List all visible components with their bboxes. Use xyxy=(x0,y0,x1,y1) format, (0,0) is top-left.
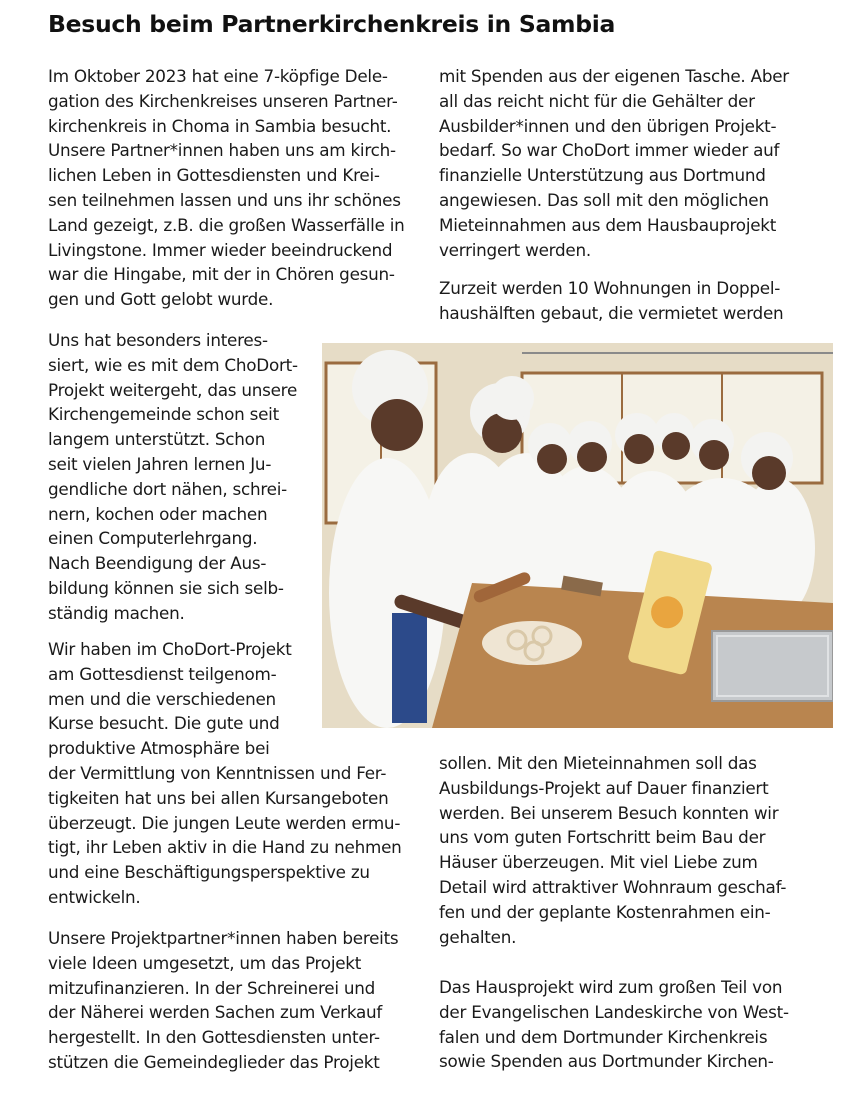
text-line: Kirchengemeinde schon seit xyxy=(48,404,279,425)
text-line: bedarf. So war ChoDort immer wieder auf xyxy=(439,140,780,161)
text-line: sen teilnehmen lassen und uns ihr schönes xyxy=(48,189,401,210)
text-line: produktive Atmosphäre bei xyxy=(48,738,270,759)
text-line: fen und der geplante Kostenrahmen ein- xyxy=(439,901,771,922)
text-line: am Gottesdienst teilgenom- xyxy=(48,663,277,684)
text-line: seit vielen Jahren lernen Ju- xyxy=(48,453,272,474)
text-line: mit Spenden aus der eigenen Tasche. Aber xyxy=(439,66,789,86)
text-line: Detail wird attraktiver Wohnraum geschaf- xyxy=(439,876,787,897)
left-paragraph-1 xyxy=(48,64,405,312)
right-paragraph-4 xyxy=(439,975,789,1074)
text-line: sollen. Mit den Mieteinnahmen soll das xyxy=(439,753,757,773)
article-title: Besuch beim Partnerkirchenkreis in Sambia xyxy=(48,10,616,38)
text-line: stützen die Gemeindeglieder das Projekt xyxy=(48,1051,380,1072)
text-line: lichen Leben in Gottesdiensten und Krei- xyxy=(48,165,380,186)
text-line: Zurzeit werden 10 Wohnungen in Doppel- xyxy=(439,278,781,298)
text-line: werden. Bei unserem Besuch konnten wir xyxy=(439,802,779,823)
text-line: gation des Kirchenkreises unseren Partner- xyxy=(48,90,398,111)
text-line: hergestellt. In den Gottesdiensten unter- xyxy=(48,1027,380,1048)
text-line: gendliche dort nähen, schrei- xyxy=(48,478,287,499)
text-line: Wir haben im ChoDort-Projekt xyxy=(48,639,292,659)
text-line: kirchenkreis in Choma in Sambia besucht. xyxy=(48,115,392,136)
right-paragraph-1 xyxy=(439,64,789,262)
text-line: mitzufinanzieren. In der Schreinerei und xyxy=(48,977,376,998)
text-line: tigkeiten hat uns bei allen Kursangeboten xyxy=(48,787,389,808)
text-line: war die Hingabe, mit der in Chören gesun- xyxy=(48,264,395,285)
text-line: Livingstone. Immer wieder beeindruckend xyxy=(48,239,393,260)
text-line: einen Computerlehrgang. xyxy=(48,528,258,549)
text-line: Kurse besucht. Die gute und xyxy=(48,713,280,734)
text-line: Projekt weitergeht, das unsere xyxy=(48,379,298,400)
text-line: nern, kochen oder machen xyxy=(48,503,268,524)
text-line: Häuser überzeugen. Mit viel Liebe zum xyxy=(439,852,758,873)
text-line: viele Ideen umgesetzt, um das Projekt xyxy=(48,952,362,973)
text-line: bildung können sie sich selb- xyxy=(48,577,284,598)
text-line: all das reicht nicht für die Gehälter der xyxy=(439,90,755,111)
text-line: Ausbildungs-Projekt auf Dauer finanziert xyxy=(439,777,769,798)
text-line: Unsere Projektpartner*innen haben bereits xyxy=(48,928,399,948)
text-line: falen und dem Dortmunder Kirchenkreis xyxy=(439,1026,768,1047)
text-line: sowie Spenden aus Dortmunder Kirchen- xyxy=(439,1051,774,1072)
text-line: Uns hat besonders interes- xyxy=(48,330,268,350)
text-line: tigt, ihr Leben aktiv in die Hand zu nehmen xyxy=(48,837,402,858)
text-line: Nach Beendigung der Aus- xyxy=(48,553,267,574)
text-line: Im Oktober 2023 hat eine 7-köpfige Dele- xyxy=(48,66,388,86)
text-line: angewiesen. Das soll mit den möglichen xyxy=(439,189,769,210)
text-line: men und die verschiedenen xyxy=(48,688,276,709)
text-line: ständig machen. xyxy=(48,602,185,623)
text-line: gen und Gott gelobt wurde. xyxy=(48,289,274,310)
text-line: uns vom guten Fortschritt beim Bau der xyxy=(439,827,766,848)
photo-cooking-class xyxy=(322,343,833,728)
text-line: der Evangelischen Landeskirche von West- xyxy=(439,1001,789,1022)
text-line: gehalten. xyxy=(439,926,517,947)
text-line: Das Hausprojekt wird zum großen Teil von xyxy=(439,977,783,997)
photo-baking-tray xyxy=(712,631,833,701)
text-line: verringert werden. xyxy=(439,239,591,260)
text-line: und eine Beschäftigungsperspektive zu xyxy=(48,862,370,883)
text-line: Ausbilder*innen und den übrigen Projekt- xyxy=(439,115,777,136)
text-line: entwickeln. xyxy=(48,886,141,907)
text-line: der Vermittlung von Kenntnissen und Fer- xyxy=(48,762,387,783)
left-paragraph-4 xyxy=(48,926,398,1075)
text-line: Mieteinnahmen aus dem Hausbauprojekt xyxy=(439,214,777,235)
left-paragraph-2 xyxy=(48,328,298,626)
right-paragraph-2 xyxy=(439,276,783,326)
text-line: siert, wie es mit dem ChoDort- xyxy=(48,354,298,375)
text-line: haushälften gebaut, die vermietet werden xyxy=(439,302,784,323)
text-line: langem unterstützt. Schon xyxy=(48,429,266,450)
right-paragraph-3 xyxy=(439,751,786,949)
text-line: der Näherei werden Sachen zum Verkauf xyxy=(48,1002,383,1023)
text-line: finanzielle Unterstützung aus Dortmund xyxy=(439,165,766,186)
text-line: Land gezeigt, z.B. die großen Wasserfälle in xyxy=(48,214,405,235)
text-line: Unsere Partner*innen haben uns am kirch- xyxy=(48,140,396,161)
text-line: überzeugt. Die jungen Leute werden ermu- xyxy=(48,812,401,833)
